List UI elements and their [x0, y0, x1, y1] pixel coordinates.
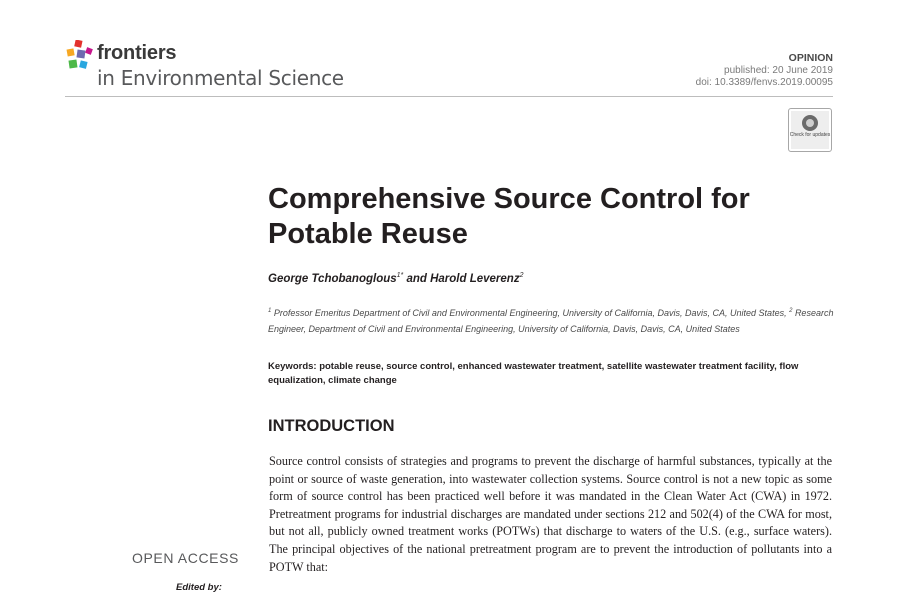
edited-by-label: Edited by:	[176, 582, 222, 593]
affiliation-mark: 2	[789, 308, 793, 314]
published-date: published: 20 June 2019	[724, 64, 833, 76]
header-divider	[65, 96, 833, 97]
affiliation-text: Professor Emeritus Department of Civil and Environmental Engineering, University of California, Davis, Davis, CA, United States,	[273, 308, 790, 318]
affiliation-text: Research Engineer, Department of Civil and Environmental Engineering, University of California, Davis, Davis, CA, United States	[268, 308, 834, 334]
doi[interactable]: doi: 10.3389/fenvs.2019.00095	[695, 77, 833, 88]
journal-name: in Environmental Science	[97, 66, 344, 90]
article-type: OPINION	[788, 52, 833, 64]
affiliation-mark: 1	[268, 308, 272, 314]
check-for-updates-button[interactable]	[788, 108, 832, 152]
author-list	[268, 272, 524, 285]
article-meta	[696, 52, 833, 90]
author-affiliation-mark: 2	[519, 272, 524, 279]
check-updates-icon	[802, 115, 818, 131]
journal-brand: frontiers	[97, 42, 177, 64]
keywords: Keywords: potable reuse, source control, enhanced wastewater treatment, satellite wastewater treatment facility, flow equalization, climate change	[268, 361, 799, 386]
author-connector: and	[403, 272, 431, 285]
frontiers-logo-icon	[66, 40, 96, 72]
open-access-label: OPEN ACCESS	[132, 550, 239, 566]
check-updates-label: Check for updates	[789, 132, 831, 138]
section-heading: INTRODUCTION	[268, 417, 395, 435]
article-title: Comprehensive Source Control for Potable Reuse	[268, 183, 750, 250]
author-name[interactable]: Harold Leverenz	[430, 272, 520, 285]
author-name[interactable]: George Tchobanoglous	[268, 272, 397, 285]
intro-paragraph: Source control consists of strategies and programs to prevent the discharge of harmful substances, typically at the point or source of waste generation, into wastewater collection systems. Source control is not a new topic as some form of source control has been practiced well before it was mandated in the Clean Water Act (CWA) in 1972. Pretreatment programs for industrial discharges are mandated under sections 212 and 502(4) of the CWA for most, but not all, publicly owned treatment works (POTWs) that discharge to waters of the U.S. (e.g., surface waters). The principal objectives of the national pretreatment program are to prevent the introduction of pollutants into a POTW that:	[269, 454, 832, 574]
affiliations	[268, 303, 834, 337]
author-affiliation-mark: 1*	[396, 272, 404, 279]
